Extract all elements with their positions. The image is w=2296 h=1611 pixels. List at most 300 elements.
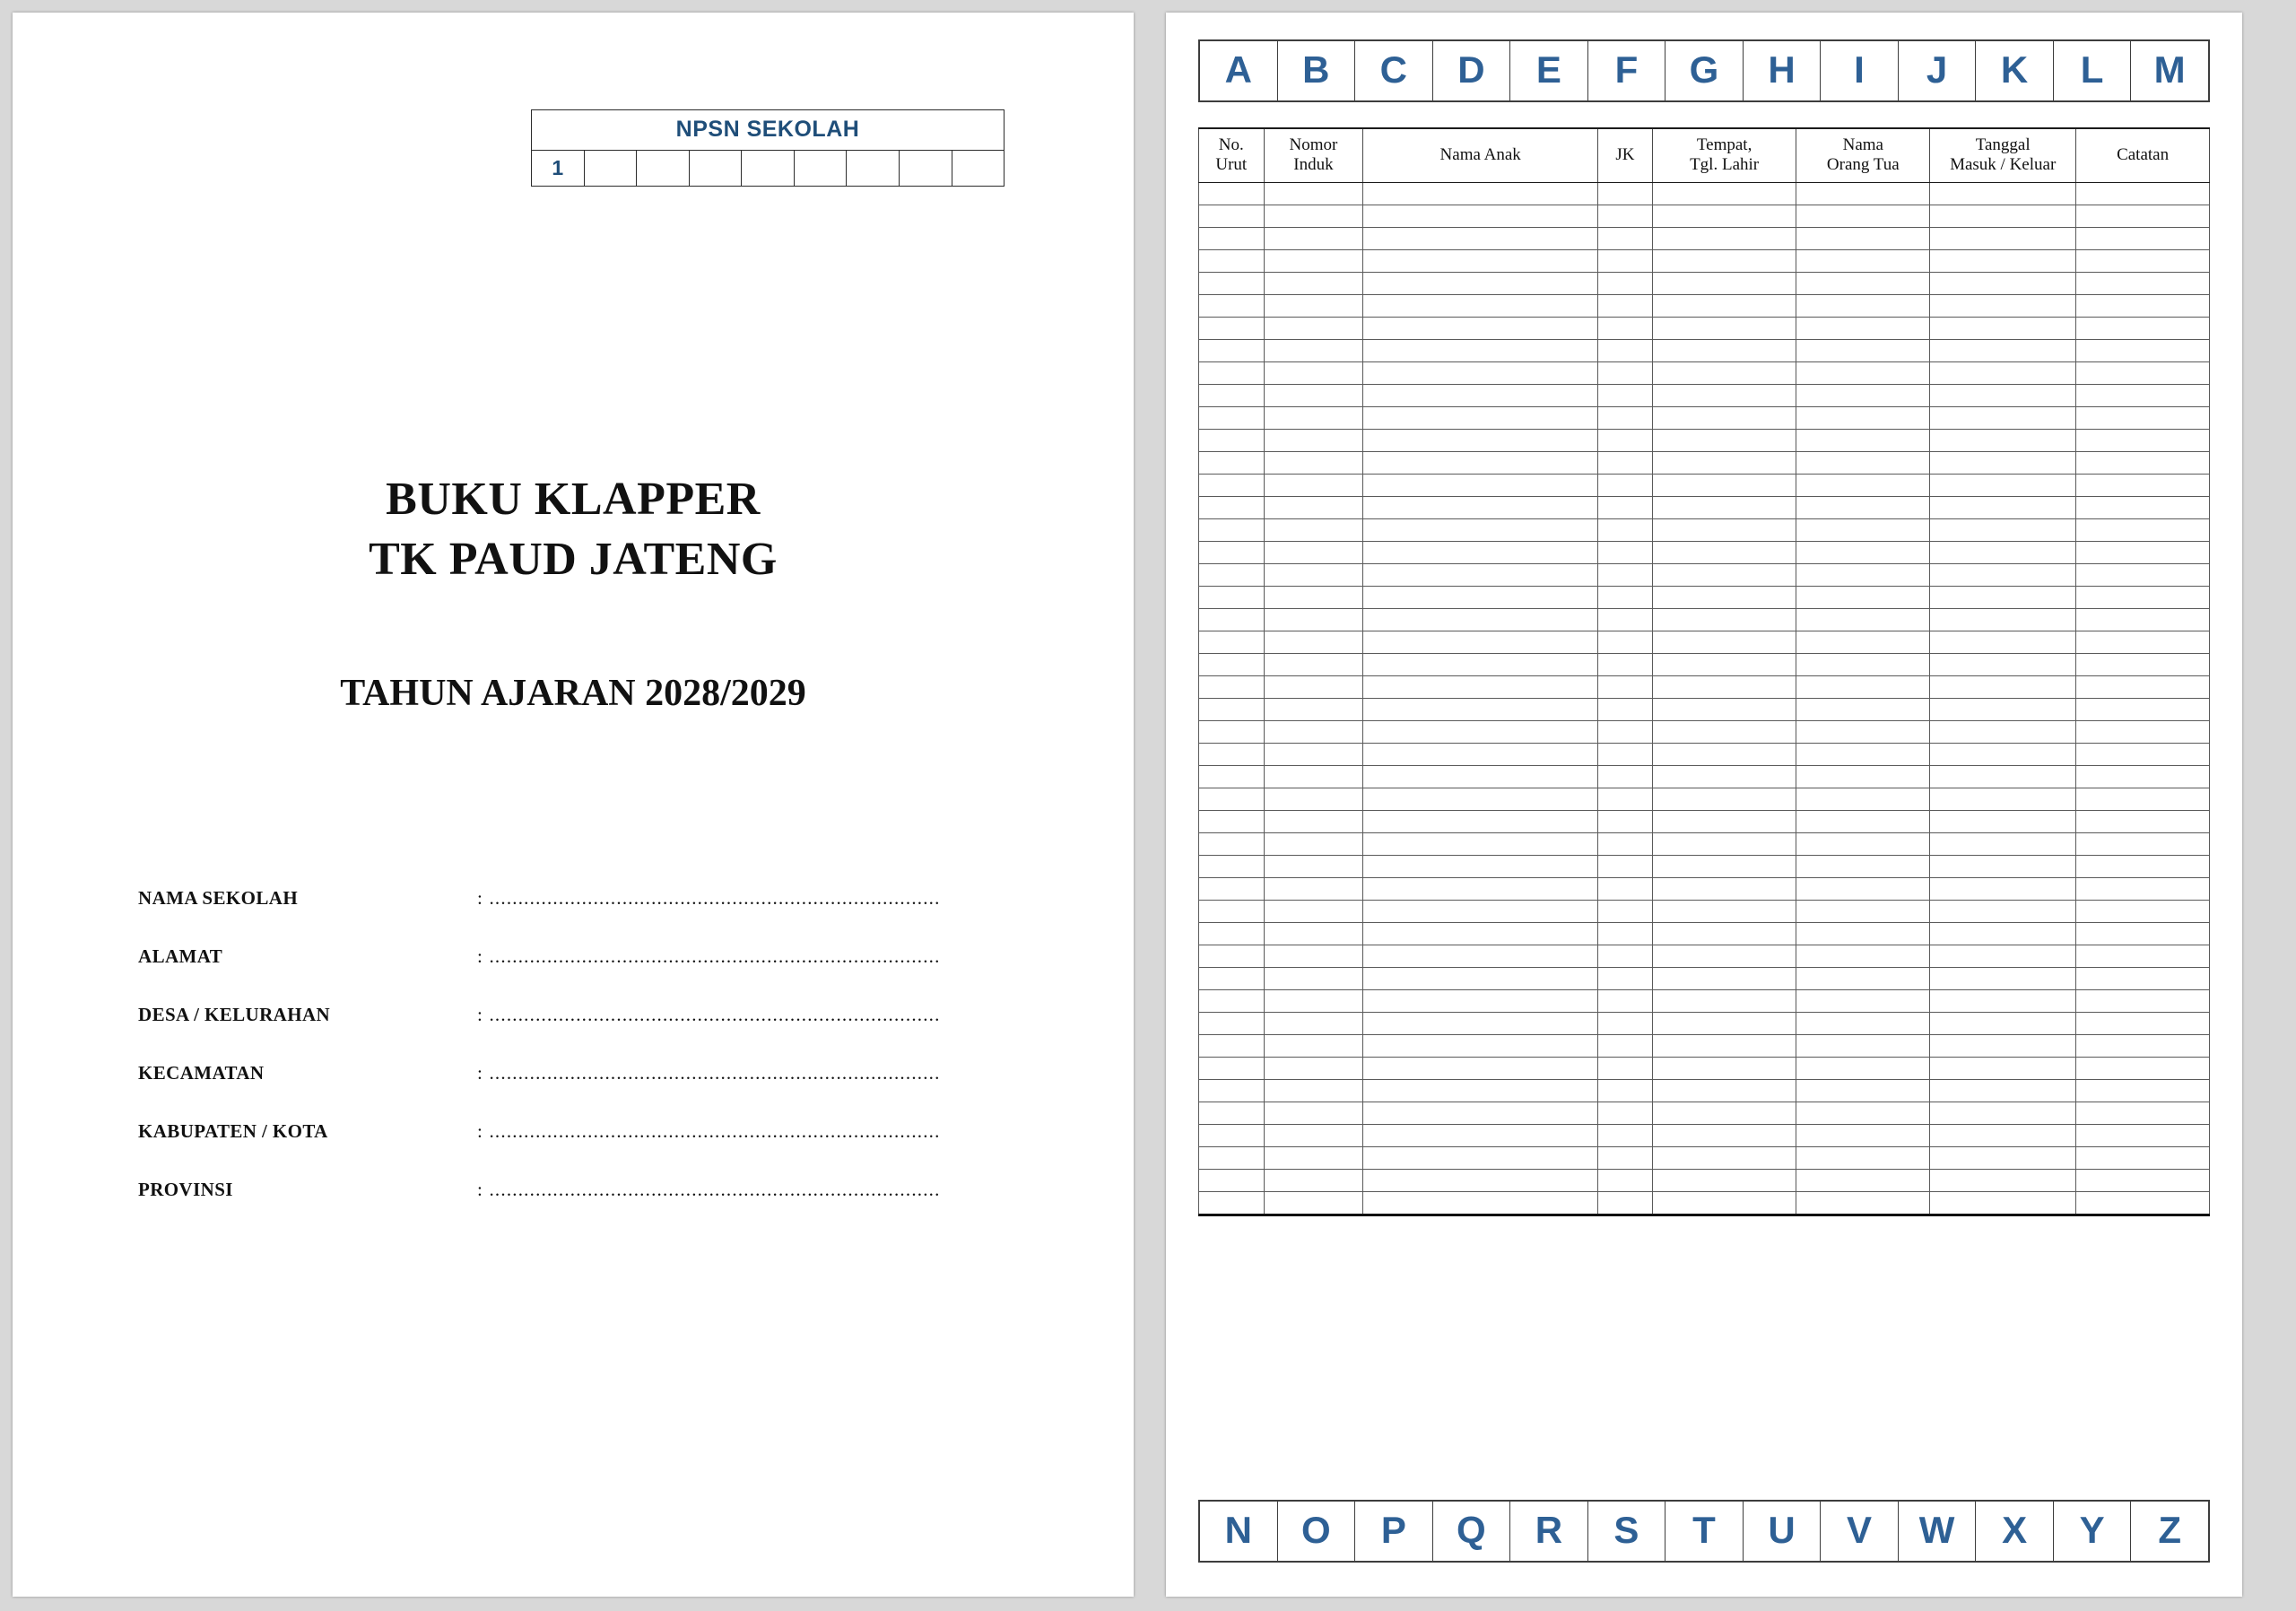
table-row[interactable] [1199,249,2210,272]
alpha-tab-h[interactable]: H [1744,41,1822,100]
table-cell-nomor_induk[interactable] [1264,1057,1363,1079]
table-row[interactable] [1199,384,2210,406]
table-cell-nama_anak[interactable] [1363,1169,1598,1191]
table-cell-no_urut[interactable] [1199,563,1265,586]
table-cell-tempat_tgl_lahir[interactable] [1652,541,1796,563]
alpha-tab-r[interactable]: R [1510,1502,1588,1561]
table-cell-catatan[interactable] [2076,205,2210,227]
table-cell-no_urut[interactable] [1199,406,1265,429]
table-row[interactable] [1199,361,2210,384]
table-cell-nomor_induk[interactable] [1264,698,1363,720]
npsn-cell-1[interactable]: 1 [532,151,585,187]
table-row[interactable] [1199,653,2210,675]
table-cell-jk[interactable] [1598,249,1653,272]
table-cell-tempat_tgl_lahir[interactable] [1652,563,1796,586]
table-cell-nama_orang_tua[interactable] [1796,608,1930,631]
table-cell-jk[interactable] [1598,317,1653,339]
table-cell-nama_orang_tua[interactable] [1796,474,1930,496]
table-cell-tempat_tgl_lahir[interactable] [1652,451,1796,474]
table-cell-tanggal_masuk_keluar[interactable] [1930,810,2076,832]
table-cell-jk[interactable] [1598,743,1653,765]
table-cell-no_urut[interactable] [1199,631,1265,653]
table-cell-nomor_induk[interactable] [1264,1169,1363,1191]
table-cell-jk[interactable] [1598,563,1653,586]
table-cell-tanggal_masuk_keluar[interactable] [1930,832,2076,855]
table-cell-jk[interactable] [1598,1191,1653,1215]
table-cell-nama_anak[interactable] [1363,1079,1598,1102]
table-cell-tanggal_masuk_keluar[interactable] [1930,249,2076,272]
table-cell-nomor_induk[interactable] [1264,205,1363,227]
table-cell-tanggal_masuk_keluar[interactable] [1930,1057,2076,1079]
table-cell-nomor_induk[interactable] [1264,1191,1363,1215]
table-cell-no_urut[interactable] [1199,474,1265,496]
table-cell-tanggal_masuk_keluar[interactable] [1930,1169,2076,1191]
table-cell-tanggal_masuk_keluar[interactable] [1930,1079,2076,1102]
table-cell-nama_orang_tua[interactable] [1796,406,1930,429]
table-cell-nomor_induk[interactable] [1264,967,1363,989]
table-cell-catatan[interactable] [2076,227,2210,249]
table-cell-nomor_induk[interactable] [1264,1102,1363,1124]
table-cell-nama_orang_tua[interactable] [1796,1169,1930,1191]
table-cell-no_urut[interactable] [1199,317,1265,339]
table-cell-tempat_tgl_lahir[interactable] [1652,429,1796,451]
table-cell-nama_orang_tua[interactable] [1796,1146,1930,1169]
table-cell-catatan[interactable] [2076,1079,2210,1102]
table-cell-jk[interactable] [1598,922,1653,945]
alpha-tab-c[interactable]: C [1355,41,1433,100]
table-cell-nama_orang_tua[interactable] [1796,339,1930,361]
npsn-cell-8[interactable] [900,151,952,187]
alpha-tab-n[interactable]: N [1200,1502,1278,1561]
table-cell-catatan[interactable] [2076,474,2210,496]
table-cell-nama_orang_tua[interactable] [1796,294,1930,317]
field-value-provinsi[interactable]: : .............................................................................. [477,1179,941,1200]
table-row[interactable] [1199,496,2210,518]
table-cell-tempat_tgl_lahir[interactable] [1652,339,1796,361]
table-cell-nama_orang_tua[interactable] [1796,720,1930,743]
field-value-desa-kelurahan[interactable]: : .............................................................................. [477,1004,941,1025]
table-cell-jk[interactable] [1598,1146,1653,1169]
table-cell-nama_anak[interactable] [1363,855,1598,877]
table-cell-nama_orang_tua[interactable] [1796,1012,1930,1034]
alpha-tab-f[interactable]: F [1588,41,1666,100]
table-row[interactable] [1199,765,2210,788]
table-cell-no_urut[interactable] [1199,698,1265,720]
table-cell-jk[interactable] [1598,765,1653,788]
table-cell-nama_anak[interactable] [1363,1124,1598,1146]
table-cell-tanggal_masuk_keluar[interactable] [1930,205,2076,227]
table-cell-no_urut[interactable] [1199,967,1265,989]
table-cell-tempat_tgl_lahir[interactable] [1652,586,1796,608]
table-cell-jk[interactable] [1598,989,1653,1012]
table-cell-nama_anak[interactable] [1363,451,1598,474]
table-cell-nomor_induk[interactable] [1264,810,1363,832]
table-row[interactable] [1199,608,2210,631]
table-cell-nama_anak[interactable] [1363,518,1598,541]
table-row[interactable] [1199,743,2210,765]
table-cell-no_urut[interactable] [1199,361,1265,384]
table-cell-nomor_induk[interactable] [1264,563,1363,586]
table-cell-tanggal_masuk_keluar[interactable] [1930,474,2076,496]
table-cell-nomor_induk[interactable] [1264,586,1363,608]
table-cell-nama_anak[interactable] [1363,1057,1598,1079]
alpha-tab-d[interactable]: D [1433,41,1511,100]
table-cell-jk[interactable] [1598,205,1653,227]
table-cell-nomor_induk[interactable] [1264,631,1363,653]
table-cell-nama_orang_tua[interactable] [1796,653,1930,675]
table-cell-nama_orang_tua[interactable] [1796,563,1930,586]
table-row[interactable] [1199,474,2210,496]
table-cell-jk[interactable] [1598,788,1653,810]
table-cell-catatan[interactable] [2076,855,2210,877]
table-cell-catatan[interactable] [2076,429,2210,451]
table-row[interactable] [1199,563,2210,586]
table-cell-nomor_induk[interactable] [1264,743,1363,765]
table-cell-nama_orang_tua[interactable] [1796,832,1930,855]
table-cell-nama_anak[interactable] [1363,249,1598,272]
table-cell-tempat_tgl_lahir[interactable] [1652,675,1796,698]
table-cell-no_urut[interactable] [1199,518,1265,541]
table-cell-tanggal_masuk_keluar[interactable] [1930,675,2076,698]
alpha-tab-g[interactable]: G [1665,41,1744,100]
table-cell-tempat_tgl_lahir[interactable] [1652,810,1796,832]
table-cell-nama_orang_tua[interactable] [1796,855,1930,877]
field-value-alamat[interactable]: : .............................................................................. [477,945,941,967]
table-row[interactable] [1199,1079,2210,1102]
table-cell-nomor_induk[interactable] [1264,989,1363,1012]
table-cell-jk[interactable] [1598,810,1653,832]
table-cell-nama_anak[interactable] [1363,317,1598,339]
table-cell-nama_anak[interactable] [1363,945,1598,967]
table-row[interactable] [1199,877,2210,900]
table-cell-tanggal_masuk_keluar[interactable] [1930,384,2076,406]
table-cell-tempat_tgl_lahir[interactable] [1652,1146,1796,1169]
table-cell-nama_anak[interactable] [1363,541,1598,563]
table-cell-no_urut[interactable] [1199,586,1265,608]
table-cell-catatan[interactable] [2076,720,2210,743]
table-cell-nama_orang_tua[interactable] [1796,249,1930,272]
table-cell-nama_orang_tua[interactable] [1796,1034,1930,1057]
table-cell-nama_orang_tua[interactable] [1796,227,1930,249]
table-cell-nama_orang_tua[interactable] [1796,810,1930,832]
table-cell-no_urut[interactable] [1199,205,1265,227]
table-row[interactable] [1199,631,2210,653]
table-cell-no_urut[interactable] [1199,227,1265,249]
alpha-tab-o[interactable]: O [1278,1502,1356,1561]
table-cell-nama_anak[interactable] [1363,474,1598,496]
table-cell-catatan[interactable] [2076,518,2210,541]
table-cell-jk[interactable] [1598,227,1653,249]
table-cell-jk[interactable] [1598,339,1653,361]
table-cell-tanggal_masuk_keluar[interactable] [1930,227,2076,249]
table-cell-no_urut[interactable] [1199,675,1265,698]
table-cell-catatan[interactable] [2076,451,2210,474]
table-cell-tanggal_masuk_keluar[interactable] [1930,429,2076,451]
table-row[interactable] [1199,967,2210,989]
alpha-tab-a[interactable]: A [1200,41,1278,100]
table-cell-nama_orang_tua[interactable] [1796,1102,1930,1124]
table-cell-jk[interactable] [1598,608,1653,631]
table-cell-tempat_tgl_lahir[interactable] [1652,989,1796,1012]
table-cell-tempat_tgl_lahir[interactable] [1652,855,1796,877]
table-row[interactable] [1199,541,2210,563]
table-cell-jk[interactable] [1598,1079,1653,1102]
table-cell-jk[interactable] [1598,451,1653,474]
table-cell-tempat_tgl_lahir[interactable] [1652,832,1796,855]
table-cell-jk[interactable] [1598,541,1653,563]
table-cell-tempat_tgl_lahir[interactable] [1652,877,1796,900]
table-cell-tanggal_masuk_keluar[interactable] [1930,900,2076,922]
table-row[interactable] [1199,451,2210,474]
table-cell-nomor_induk[interactable] [1264,877,1363,900]
table-cell-catatan[interactable] [2076,1191,2210,1215]
table-cell-tempat_tgl_lahir[interactable] [1652,720,1796,743]
table-cell-nama_orang_tua[interactable] [1796,1124,1930,1146]
table-cell-nomor_induk[interactable] [1264,765,1363,788]
field-value-kecamatan[interactable]: : .............................................................................. [477,1062,941,1084]
table-cell-nama_orang_tua[interactable] [1796,967,1930,989]
table-cell-jk[interactable] [1598,832,1653,855]
table-row[interactable] [1199,922,2210,945]
table-cell-catatan[interactable] [2076,563,2210,586]
alpha-tab-y[interactable]: Y [2054,1502,2132,1561]
table-cell-nama_anak[interactable] [1363,765,1598,788]
table-cell-nama_anak[interactable] [1363,720,1598,743]
table-cell-jk[interactable] [1598,877,1653,900]
alpha-tab-u[interactable]: U [1744,1502,1822,1561]
table-cell-no_urut[interactable] [1199,182,1265,205]
table-cell-no_urut[interactable] [1199,1057,1265,1079]
table-cell-no_urut[interactable] [1199,1079,1265,1102]
table-cell-catatan[interactable] [2076,810,2210,832]
table-cell-jk[interactable] [1598,361,1653,384]
table-cell-catatan[interactable] [2076,1034,2210,1057]
table-cell-catatan[interactable] [2076,832,2210,855]
table-cell-no_urut[interactable] [1199,294,1265,317]
table-cell-no_urut[interactable] [1199,1124,1265,1146]
table-cell-nama_anak[interactable] [1363,272,1598,294]
table-cell-jk[interactable] [1598,631,1653,653]
table-cell-nomor_induk[interactable] [1264,361,1363,384]
table-cell-tanggal_masuk_keluar[interactable] [1930,1012,2076,1034]
field-value-nama-sekolah[interactable]: : .............................................................................. [477,887,941,909]
table-cell-tanggal_masuk_keluar[interactable] [1930,339,2076,361]
table-cell-no_urut[interactable] [1199,720,1265,743]
table-cell-nama_anak[interactable] [1363,1146,1598,1169]
table-cell-no_urut[interactable] [1199,496,1265,518]
table-row[interactable] [1199,810,2210,832]
table-cell-nama_orang_tua[interactable] [1796,945,1930,967]
table-cell-nama_anak[interactable] [1363,900,1598,922]
table-cell-tanggal_masuk_keluar[interactable] [1930,563,2076,586]
table-cell-nama_orang_tua[interactable] [1796,675,1930,698]
npsn-cell-2[interactable] [585,151,638,187]
table-cell-jk[interactable] [1598,967,1653,989]
table-cell-nama_orang_tua[interactable] [1796,518,1930,541]
table-cell-nomor_induk[interactable] [1264,788,1363,810]
table-cell-catatan[interactable] [2076,967,2210,989]
table-cell-catatan[interactable] [2076,317,2210,339]
table-cell-catatan[interactable] [2076,249,2210,272]
table-cell-tanggal_masuk_keluar[interactable] [1930,631,2076,653]
table-cell-jk[interactable] [1598,1102,1653,1124]
table-cell-tempat_tgl_lahir[interactable] [1652,743,1796,765]
table-cell-jk[interactable] [1598,406,1653,429]
table-cell-no_urut[interactable] [1199,339,1265,361]
table-cell-nama_anak[interactable] [1363,698,1598,720]
table-cell-no_urut[interactable] [1199,272,1265,294]
table-cell-tempat_tgl_lahir[interactable] [1652,249,1796,272]
npsn-cell-3[interactable] [637,151,690,187]
table-cell-tempat_tgl_lahir[interactable] [1652,294,1796,317]
table-cell-no_urut[interactable] [1199,1169,1265,1191]
table-cell-tempat_tgl_lahir[interactable] [1652,384,1796,406]
table-cell-catatan[interactable] [2076,406,2210,429]
table-cell-nama_orang_tua[interactable] [1796,788,1930,810]
table-cell-tanggal_masuk_keluar[interactable] [1930,586,2076,608]
table-cell-tanggal_masuk_keluar[interactable] [1930,653,2076,675]
table-cell-tempat_tgl_lahir[interactable] [1652,474,1796,496]
table-cell-tanggal_masuk_keluar[interactable] [1930,317,2076,339]
table-cell-catatan[interactable] [2076,1146,2210,1169]
table-cell-no_urut[interactable] [1199,810,1265,832]
table-row[interactable] [1199,1191,2210,1215]
table-cell-jk[interactable] [1598,1057,1653,1079]
table-cell-no_urut[interactable] [1199,1102,1265,1124]
table-row[interactable] [1199,294,2210,317]
table-row[interactable] [1199,698,2210,720]
table-cell-tanggal_masuk_keluar[interactable] [1930,608,2076,631]
alpha-tab-i[interactable]: I [1821,41,1899,100]
npsn-cell-5[interactable] [742,151,795,187]
table-cell-tempat_tgl_lahir[interactable] [1652,1102,1796,1124]
table-cell-catatan[interactable] [2076,631,2210,653]
table-cell-jk[interactable] [1598,1169,1653,1191]
alpha-tab-q[interactable]: Q [1433,1502,1511,1561]
table-cell-nama_orang_tua[interactable] [1796,182,1930,205]
table-row[interactable] [1199,1124,2210,1146]
table-cell-nama_anak[interactable] [1363,294,1598,317]
table-cell-tempat_tgl_lahir[interactable] [1652,631,1796,653]
table-cell-nama_anak[interactable] [1363,361,1598,384]
table-cell-tanggal_masuk_keluar[interactable] [1930,967,2076,989]
table-cell-catatan[interactable] [2076,945,2210,967]
table-cell-jk[interactable] [1598,182,1653,205]
table-cell-nama_orang_tua[interactable] [1796,765,1930,788]
table-cell-catatan[interactable] [2076,496,2210,518]
table-cell-nama_anak[interactable] [1363,675,1598,698]
table-cell-tanggal_masuk_keluar[interactable] [1930,1124,2076,1146]
alpha-tab-t[interactable]: T [1665,1502,1744,1561]
table-cell-nomor_induk[interactable] [1264,272,1363,294]
table-cell-no_urut[interactable] [1199,832,1265,855]
table-cell-nama_anak[interactable] [1363,339,1598,361]
table-cell-nama_orang_tua[interactable] [1796,1191,1930,1215]
alpha-tab-m[interactable]: M [2153,48,2186,91]
table-row[interactable] [1199,1146,2210,1169]
table-row[interactable] [1199,339,2210,361]
table-cell-no_urut[interactable] [1199,249,1265,272]
table-cell-tempat_tgl_lahir[interactable] [1652,1169,1796,1191]
table-cell-tanggal_masuk_keluar[interactable] [1930,451,2076,474]
table-cell-nomor_induk[interactable] [1264,1079,1363,1102]
alpha-tab-x[interactable]: X [1976,1502,2054,1561]
table-cell-nomor_induk[interactable] [1264,541,1363,563]
table-cell-nama_anak[interactable] [1363,788,1598,810]
table-cell-no_urut[interactable] [1199,922,1265,945]
table-cell-jk[interactable] [1598,1124,1653,1146]
table-cell-tempat_tgl_lahir[interactable] [1652,900,1796,922]
table-cell-catatan[interactable] [2076,294,2210,317]
table-cell-nama_anak[interactable] [1363,810,1598,832]
table-cell-catatan[interactable] [2076,1124,2210,1146]
table-cell-catatan[interactable] [2076,900,2210,922]
table-cell-tanggal_masuk_keluar[interactable] [1930,1034,2076,1057]
table-cell-no_urut[interactable] [1199,608,1265,631]
table-cell-tempat_tgl_lahir[interactable] [1652,518,1796,541]
table-row[interactable] [1199,1012,2210,1034]
table-cell-no_urut[interactable] [1199,1146,1265,1169]
table-row[interactable] [1199,945,2210,967]
table-cell-nama_anak[interactable] [1363,406,1598,429]
table-cell-catatan[interactable] [2076,339,2210,361]
table-row[interactable] [1199,1057,2210,1079]
table-cell-tempat_tgl_lahir[interactable] [1652,361,1796,384]
table-cell-nomor_induk[interactable] [1264,474,1363,496]
table-row[interactable] [1199,429,2210,451]
table-cell-jk[interactable] [1598,518,1653,541]
table-cell-tanggal_masuk_keluar[interactable] [1930,541,2076,563]
table-cell-tempat_tgl_lahir[interactable] [1652,496,1796,518]
table-cell-nomor_induk[interactable] [1264,317,1363,339]
table-row[interactable] [1199,406,2210,429]
table-cell-no_urut[interactable] [1199,788,1265,810]
table-cell-no_urut[interactable] [1199,541,1265,563]
table-cell-nomor_induk[interactable] [1264,496,1363,518]
table-cell-nama_orang_tua[interactable] [1796,541,1930,563]
table-cell-tempat_tgl_lahir[interactable] [1652,1012,1796,1034]
table-row[interactable] [1199,1034,2210,1057]
table-cell-nama_orang_tua[interactable] [1796,877,1930,900]
table-cell-nama_orang_tua[interactable] [1796,922,1930,945]
table-cell-tempat_tgl_lahir[interactable] [1652,406,1796,429]
table-row[interactable] [1199,720,2210,743]
table-row[interactable] [1199,989,2210,1012]
table-cell-nama_anak[interactable] [1363,967,1598,989]
table-cell-no_urut[interactable] [1199,1034,1265,1057]
table-cell-jk[interactable] [1598,698,1653,720]
table-cell-nomor_induk[interactable] [1264,1146,1363,1169]
table-cell-nomor_induk[interactable] [1264,720,1363,743]
table-cell-tempat_tgl_lahir[interactable] [1652,1191,1796,1215]
alpha-tab-w[interactable]: W [1899,1502,1977,1561]
table-cell-jk[interactable] [1598,1012,1653,1034]
table-cell-nama_orang_tua[interactable] [1796,384,1930,406]
table-cell-nama_anak[interactable] [1363,205,1598,227]
table-cell-no_urut[interactable] [1199,743,1265,765]
table-cell-nama_anak[interactable] [1363,877,1598,900]
table-cell-no_urut[interactable] [1199,765,1265,788]
table-cell-nama_anak[interactable] [1363,384,1598,406]
table-cell-nama_orang_tua[interactable] [1796,317,1930,339]
table-cell-nama_anak[interactable] [1363,653,1598,675]
table-cell-no_urut[interactable] [1199,429,1265,451]
table-cell-nomor_induk[interactable] [1264,1124,1363,1146]
table-cell-tanggal_masuk_keluar[interactable] [1930,855,2076,877]
table-cell-nama_anak[interactable] [1363,429,1598,451]
table-cell-catatan[interactable] [2076,384,2210,406]
table-cell-nomor_induk[interactable] [1264,1012,1363,1034]
